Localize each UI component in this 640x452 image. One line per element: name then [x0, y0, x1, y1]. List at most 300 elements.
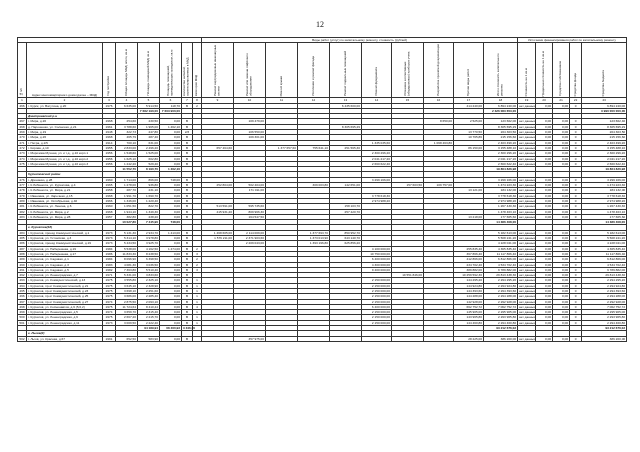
column-number: 10 — [234, 98, 266, 103]
table-cell: В — [182, 278, 193, 283]
column-header-label: Категория МКД — [194, 74, 199, 96]
column-header-label: Предельная стоимость на 1 кв.м — [541, 50, 546, 96]
table-cell: нет данных — [519, 283, 536, 288]
table-cell: нет данных — [519, 156, 536, 161]
table-cell: 652,50 — [116, 336, 138, 341]
table-cell: 2 292 928,00 — [582, 299, 627, 304]
table-cell: 231,10 — [138, 188, 160, 193]
table-cell: 0,00 — [536, 135, 553, 140]
table-cell: 0,00 — [160, 151, 182, 156]
table-cell: 496 — [19, 294, 25, 299]
table-cell: 1956 — [103, 156, 116, 161]
table-cell: В — [182, 283, 193, 288]
column-header-label: Ремонт крыши — [278, 75, 283, 96]
table-cell: 0,00 — [536, 278, 553, 283]
table-cell: 0,00 — [553, 273, 570, 278]
table-cell: г. Мира, д.19 — [27, 130, 103, 135]
table-cell: В — [182, 156, 193, 161]
table-cell: г. Морозова Мучная, ул. и т.д., д.10 корп.3 — [27, 161, 103, 166]
table-cell: 6 398,50 — [138, 257, 160, 262]
table-cell: 143 965,80 — [454, 315, 484, 320]
table-cell: 2 294 924,80 — [484, 283, 518, 288]
table-cell: нет данных — [519, 241, 536, 246]
column-header — [182, 43, 193, 98]
table-cell: 118,70 — [160, 103, 182, 108]
table-cell: 469 — [19, 130, 25, 135]
table-cell: г. Курчатов, ул. Лененградская, д.9 — [27, 315, 103, 320]
table-cell: г. Курчатов, ул. Лененградская, д.11 — [27, 320, 103, 325]
table-cell: 0,00 — [536, 257, 553, 262]
table-cell: 0,00 — [536, 294, 553, 299]
table-cell: В — [182, 151, 193, 156]
column-header — [330, 43, 362, 98]
table-cell: 474 — [19, 156, 25, 161]
table-cell: 0 — [570, 130, 582, 135]
table-cell: 123 662,40 — [582, 119, 627, 124]
table-cell: г. Курчатов, ул. Ухтомская, д.3 — [27, 236, 103, 241]
table-cell: 4 162,50 — [138, 246, 160, 251]
table-cell: г. К.Либкнехта, ул. Курчатова, д.4 — [27, 183, 103, 188]
table-cell: 2 — [193, 262, 202, 267]
column-number: 5 — [138, 98, 160, 103]
table-cell: 1 965,00 — [138, 124, 160, 129]
column-header-label: Ремонт фундамента — [373, 67, 378, 96]
table-cell: 0 — [570, 336, 582, 341]
table-cell: 3 778 618,30 — [582, 193, 627, 198]
table-cell: 0,00 — [553, 304, 570, 309]
table-cell: 0,00 — [553, 193, 570, 198]
table-cell: 0,00 — [160, 315, 182, 320]
table-cell: нет данных — [519, 177, 536, 182]
table-cell: 809 966,30 — [234, 209, 266, 214]
table-cell: 414 240,00 — [454, 103, 484, 108]
column-number: 8 — [193, 98, 202, 103]
table-cell: нет данных — [519, 304, 536, 309]
column-header — [424, 43, 454, 98]
table-cell: 0,00 — [536, 130, 553, 135]
table-cell: 2 150 000,00 — [362, 283, 392, 288]
table-cell: 3 778 618,30 — [484, 193, 518, 198]
table-cell: 0,00 — [160, 304, 182, 309]
table-cell: 2 150 000,00 — [362, 299, 392, 304]
table-cell: 0,00 — [553, 198, 570, 203]
table-cell: 4 228 041,00 — [582, 241, 627, 246]
table-cell: 0,00 — [160, 257, 182, 262]
table-cell: 2 326 083 653,00 — [484, 108, 518, 113]
table-cell: 497 — [19, 299, 25, 304]
table-cell: 4 081,30 — [116, 262, 138, 267]
table-cell: В — [182, 124, 193, 129]
table-cell: 473 — [19, 151, 25, 156]
table-cell: 1 335 035,60 — [362, 140, 392, 145]
table-cell: 0 — [570, 135, 582, 140]
table-cell: г. Курчатов, ул. Космонавтов, д.6 (5,6,2) — [27, 304, 103, 309]
table-cell: 583,90 — [138, 336, 160, 341]
table-cell: 1984 — [103, 257, 116, 262]
table-cell: 0,00 — [553, 140, 570, 145]
table-cell: 0,00 — [553, 214, 570, 219]
table-cell: 2 — [193, 103, 202, 108]
table-cell: 144 295,20 — [454, 278, 484, 283]
table-cell: 0 — [570, 299, 582, 304]
table-cell: г. Кирова, д.10 — [27, 145, 103, 150]
table-cell: 866,00 — [138, 177, 160, 182]
table-cell: 2 295 905,00 — [582, 310, 627, 315]
table-cell: нет данных — [519, 198, 536, 203]
table-cell: 2 300 296,20 — [362, 151, 392, 156]
table-row — [18, 236, 627, 241]
table-cell: 1 576 211,00 — [202, 236, 234, 241]
table-cell: 481 — [19, 204, 25, 209]
table-cell: г. Курчатов, проезд Коммунистический, д.1 — [27, 230, 103, 235]
table-cell: 2 294 924,80 — [582, 283, 627, 288]
table-cell: 2 403 499,20 — [582, 140, 627, 145]
table-cell: 157 603,50 — [392, 183, 424, 188]
column-number: 19 — [518, 98, 536, 103]
table-cell: 2 294 393,60 — [582, 288, 627, 293]
table-cell: 3 698,10 — [116, 288, 138, 293]
column-header — [103, 43, 116, 98]
table-cell: 3 — [193, 251, 202, 256]
table-cell: 0,00 — [536, 283, 553, 288]
table-cell: 0,00 — [160, 214, 182, 219]
table-cell — [202, 336, 234, 341]
table-cell: 2 150 000,00 — [362, 294, 392, 299]
table-cell: 493 — [19, 278, 25, 283]
table-cell: 498 — [19, 304, 25, 309]
table-cell: 0,00 — [536, 151, 553, 156]
table-cell: 7 062 752,72 — [484, 304, 518, 309]
table-cell: 0,00 — [160, 241, 182, 246]
table-cell: 8 190,70 — [138, 167, 160, 172]
table-cell: 0 — [570, 161, 582, 166]
table-cell: 1975 — [103, 304, 116, 309]
table-cell: 389 882,00 — [454, 267, 484, 272]
table-cell: 1975 — [103, 315, 116, 320]
table-cell: г. Курчатов, ул. Набережная, д.19 — [27, 246, 103, 251]
table-cell: г. Курчатов, пр-кт Коммунистический, д.27 — [27, 299, 103, 304]
table-cell: 483 — [19, 214, 25, 219]
table-cell: 2 660 622,40 — [484, 161, 518, 166]
table-cell: 0,00 — [553, 288, 570, 293]
table-cell: 1 690,70 — [138, 193, 160, 198]
table-cell: 2 295 905,00 — [484, 310, 518, 315]
column-header-label: Средства бюджета — [601, 69, 606, 96]
table-cell: 2 041 217,20 — [582, 156, 627, 161]
table-cell: 1 373 013,90 — [298, 236, 330, 241]
table-cell: 1 991,70 — [116, 193, 138, 198]
table-cell: 0,00 — [553, 156, 570, 161]
table-cell: 1955 — [103, 145, 116, 150]
table-cell: В — [182, 262, 193, 267]
table-cell: 11 552,70 — [116, 167, 138, 172]
table-cell: 109 301,00 — [234, 135, 266, 140]
table-cell: 6 400 000,00 — [362, 304, 392, 309]
table-cell: 0,00 — [536, 119, 553, 124]
table-cell: 0,00 — [553, 204, 570, 209]
table-cell: 2 114 009,00 — [234, 230, 266, 235]
table-cell: В — [182, 246, 193, 251]
table-cell: 1957 — [103, 214, 116, 219]
column-header — [202, 43, 234, 98]
table-cell: 0,00 — [536, 288, 553, 293]
table-cell: г. К.Либкнехта, ул. Мира, д.2 — [27, 209, 103, 214]
table-cell: 0 — [570, 124, 582, 129]
table-cell: 480 — [19, 198, 25, 203]
table-cell: 1968 — [103, 135, 116, 140]
table-cell: В — [182, 161, 193, 166]
table-cell: 472 — [19, 145, 25, 150]
column-header-label: Год постройки — [106, 76, 111, 96]
table-cell: 234 702,40 — [454, 262, 484, 267]
column-number: 20 — [536, 98, 553, 103]
table-cell: 251 565,30 — [330, 145, 362, 150]
table-cell: 2 215,70 — [138, 315, 160, 320]
table-cell: 1 — [193, 294, 202, 299]
table-cell: 0 — [570, 177, 582, 182]
table-cell: 1 468 605,00 — [202, 230, 234, 235]
table-cell: 631,00 — [138, 140, 160, 145]
table-cell: 2 251,60 — [138, 288, 160, 293]
table-cell: 5 434,50 — [116, 241, 138, 246]
table-cell: нет данных — [519, 119, 536, 124]
table-cell: 2 285,40 — [138, 294, 160, 299]
table-cell: 5 538,00 — [116, 246, 138, 251]
table-cell: г. Ивановка, ул. Заречная, д.15 — [27, 193, 103, 198]
table-cell: 158 103,70 — [330, 204, 362, 209]
table-cell: г. Льгов(2) — [27, 331, 103, 336]
table-cell: 0 — [570, 198, 582, 203]
table-cell: 0,00 — [553, 124, 570, 129]
table-cell: 0,00 — [160, 267, 182, 272]
table-cell: 1 478 463,10 — [484, 209, 518, 214]
table-cell: 657 464,60 — [202, 145, 234, 150]
table-cell: 367 866,40 — [454, 251, 484, 256]
table-cell: 164 547,50 — [234, 214, 266, 219]
table-cell: нет данных — [519, 151, 536, 156]
table-cell: 501 — [19, 320, 25, 325]
table-cell: 4 365 835,40 — [484, 246, 518, 251]
column-header-label: Стоимость на 1 кв.м — [523, 67, 528, 96]
table-cell: 0 — [570, 320, 582, 325]
table-cell: 0 — [570, 204, 582, 209]
column-header-label: Количество жителей, зарегистрированных в МКД — [182, 57, 190, 96]
table-cell: г. Курчатов, ул. Лененградская, д.5 — [27, 310, 103, 315]
table-cell: нет данных — [519, 230, 536, 235]
table-cell: 11 724,64 — [116, 304, 138, 309]
table-cell: 1 474 223,30 — [582, 183, 627, 188]
column-header-label: №п/п — [19, 87, 24, 96]
table-cell: нет данных — [519, 209, 536, 214]
table-cell: 0,00 — [536, 124, 553, 129]
table-cell: 247,80 — [138, 130, 160, 135]
table-cell: 93 212 676,02 — [484, 326, 518, 331]
table-cell: 7 682 190,00 — [138, 108, 160, 113]
table-cell: 0 — [570, 251, 582, 256]
table-cell: 3 299 166,00 — [582, 177, 627, 182]
table-cell: 0 — [570, 315, 582, 320]
table-cell: г. Курчатов, пр-кт Коммунистический, д.21 — [27, 283, 103, 288]
table-cell: 5 131,30 — [116, 230, 138, 235]
table-cell: 0,00 — [553, 119, 570, 124]
table-cell: 467 — [19, 119, 25, 124]
table-cell: нет данных — [519, 161, 536, 166]
table-cell: 0,00 — [160, 140, 182, 145]
column-header — [518, 43, 536, 98]
table-cell: 1 — [193, 315, 202, 320]
table-cell: 3 978,80 — [138, 236, 160, 241]
table-cell: 0 — [570, 214, 582, 219]
table-cell: 2 293 965,80 — [582, 315, 627, 320]
table-cell: 11 117 866,40 — [484, 251, 518, 256]
table-cell: 177 665,60 — [582, 214, 627, 219]
table-cell: 1 — [193, 310, 202, 315]
table-cell: 0,00 — [160, 320, 182, 325]
table-cell: В — [182, 310, 193, 315]
column-header-label: Итого стоимость капитального ремонта — [495, 53, 504, 96]
table-cell: 0,00 — [536, 299, 553, 304]
table-cell: 0 — [570, 209, 582, 214]
table-cell: 0,00 — [553, 278, 570, 283]
table-cell: 184 132,00 — [484, 188, 518, 193]
column-header-label: Установка коллективных (общедомовых) приборов учета — [402, 51, 411, 96]
table-cell: 0,00 — [553, 251, 570, 256]
table-cell: нет данных — [519, 135, 536, 140]
table-cell: 11 117 866,40 — [582, 251, 627, 256]
table-cell: 2 496,20 — [138, 145, 160, 150]
table-cell: 1 — [193, 278, 202, 283]
table-cell: 1975 — [103, 283, 116, 288]
table-cell: 936,80 — [138, 183, 160, 188]
table-cell: 1 474,00 — [160, 246, 182, 251]
table-cell: В — [182, 140, 193, 145]
table-cell: нет данных — [519, 251, 536, 256]
table-cell: 3 555,80 — [116, 278, 138, 283]
column-number: 16 — [424, 98, 454, 103]
table-cell: 8 305 695,29 — [582, 124, 627, 129]
table-cell: 2 294 460,80 — [582, 320, 627, 325]
table-cell: 2 294 295,20 — [582, 278, 627, 283]
table-cell: 492 — [19, 273, 25, 278]
column-header — [193, 43, 202, 98]
column-header-label: Утепление и ремонт фасада — [310, 56, 315, 96]
column-number: 1 — [18, 98, 27, 103]
table-cell: 106 550,00 — [234, 130, 266, 135]
table-cell: 0,00 — [160, 188, 182, 193]
table-cell: 1968 — [103, 119, 116, 124]
table-cell: 10 259 592,30 — [454, 273, 484, 278]
table-cell: 491 — [19, 267, 25, 272]
table-cell: 2 525,00 — [454, 119, 484, 124]
table-cell: 3 659,70 — [116, 310, 138, 315]
table-cell: 6 894 240,00 — [582, 103, 627, 108]
column-number: 21 — [553, 98, 570, 103]
table-cell: 0,00 — [536, 236, 553, 241]
table-cell: 415 931,20 — [202, 209, 234, 214]
table-cell: 0,00 — [553, 283, 570, 288]
table-cell: 0,00 — [160, 262, 182, 267]
column-header-label: Прочие виды работ — [465, 68, 470, 96]
table-cell: 500 — [19, 315, 25, 320]
table-cell: 465,79 — [116, 135, 138, 140]
table-cell: 142 928,00 — [454, 299, 484, 304]
table-cell: г. Курчатов, ул. Садовая, д.5 — [27, 267, 103, 272]
table-cell: 0,00 — [536, 177, 553, 182]
table-cell: 0 — [570, 241, 582, 246]
column-header-label: Ремонт или замена лифтового оборудования — [244, 53, 253, 96]
column-header-label: Адрес многоквартирного дома (далее – МКД) — [31, 93, 98, 97]
table-cell: 0 — [570, 294, 582, 299]
column-header — [454, 43, 484, 98]
table-cell: 0,00 — [536, 214, 553, 219]
column-header — [266, 43, 298, 98]
column-number: 23 — [582, 98, 627, 103]
table-cell: г. Курчатов, пр-кт Коммунистический, д.25 — [27, 294, 103, 299]
table-cell: 93 212 676,02 — [582, 326, 627, 331]
table-cell: 495 — [19, 288, 25, 293]
table-cell: 1 — [193, 299, 202, 304]
table-cell: 0,00 — [553, 320, 570, 325]
table-cell: г. Курчатов, ул. Коммунистический, д.13 — [27, 278, 103, 283]
table-cell: В — [182, 135, 193, 140]
table-cell: 14 386 408,00 — [582, 220, 627, 225]
table-cell — [424, 336, 454, 341]
table-cell: 0,00 — [536, 230, 553, 235]
table-cell: 2 041 217,20 — [362, 156, 392, 161]
header-columns-row — [18, 43, 627, 98]
table-cell: Курчатовский район — [27, 172, 103, 177]
table-cell: В — [182, 288, 193, 293]
table-cell: В — [182, 294, 193, 299]
table-cell: 2 093,10 — [138, 299, 160, 304]
table-cell: 602,80 — [138, 156, 160, 161]
table-cell: 0,00 — [536, 267, 553, 272]
table-cell: 1 478 463,10 — [582, 209, 627, 214]
column-header — [362, 43, 392, 98]
table-cell: 0 — [570, 262, 582, 267]
table-cell: 1 462,10 — [160, 124, 182, 129]
table-cell: 382,80 — [116, 214, 138, 219]
table-cell: 204 303,50 — [582, 130, 627, 135]
table-cell: 0,00 — [553, 177, 570, 182]
table-cell: 2 294 393,60 — [484, 288, 518, 293]
table-cell: 257 420,70 — [330, 209, 362, 214]
table-cell: В — [182, 198, 193, 203]
table-cell: 386 200,00 — [484, 336, 518, 341]
table-cell: 748,00 — [160, 220, 182, 225]
table-cell: 0 — [570, 119, 582, 124]
table-cell: 145 905,00 — [454, 310, 484, 315]
table-cell: 0,00 — [160, 299, 182, 304]
column-number: 12 — [298, 98, 330, 103]
table-cell: 10 750 000,00 — [362, 251, 392, 256]
table-cell: 0,00 — [553, 145, 570, 150]
table-cell: г. Курчатов, ул. Садовая, д.3 — [27, 262, 103, 267]
table-cell: 8 238,50 — [138, 251, 160, 256]
table-cell: 502 404,00 — [234, 183, 266, 188]
table-cell: 2 293 965,80 — [484, 315, 518, 320]
column-header — [234, 43, 266, 98]
table-cell: 0,00 — [160, 310, 182, 315]
table-cell: 2 403 499,20 — [484, 140, 518, 145]
table-cell: 4 534 702,40 — [484, 262, 518, 267]
table-cell: нет данных — [519, 130, 536, 135]
table-cell: 1975 — [103, 288, 116, 293]
column-header — [582, 43, 627, 98]
table-cell: 2 315,40 — [138, 310, 160, 315]
column-number: 4 — [116, 98, 138, 103]
column-header — [298, 43, 330, 98]
